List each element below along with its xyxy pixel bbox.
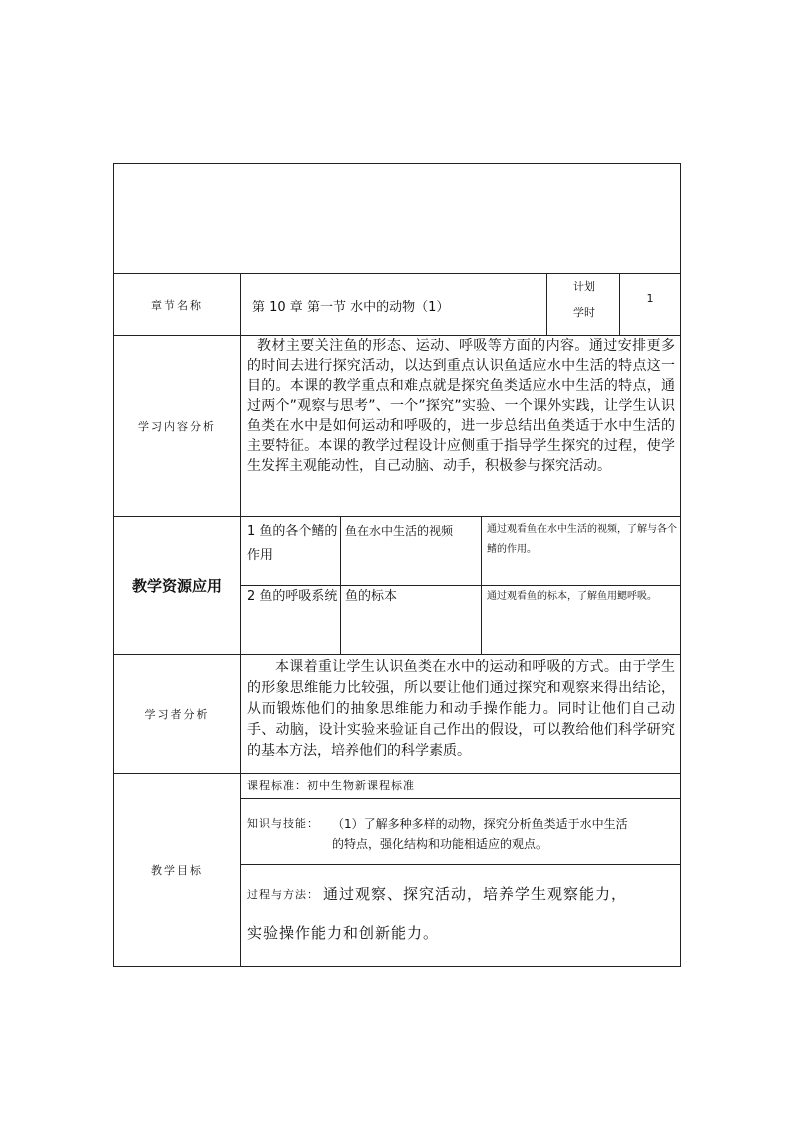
knowledge-skills-line-1: （1）了解多种多样的动物，探究分析鱼类适于水中生活 bbox=[332, 817, 628, 831]
resource-application-label: 教学资源应用 bbox=[131, 577, 222, 595]
knowledge-skills-line-2: 的特点，强化结构和功能相适应的观点。 bbox=[332, 837, 549, 851]
learner-analysis-text: 本课着重让学生认识鱼类在水中的运动和呼吸的方式。由于学生的形象思维能力比较强，所以要让他们通过探究和观察来得出结论，从而锻炼他们的抽象思维能力和动手操作能力。同时让他们自己动手、动脑，设计实验来验证自己作出的假设，可以教给他们科学研究的基本方法，培养他们的科学素质。 bbox=[247, 659, 675, 759]
chapter-title: 第 10 章 第一节 水中的动物（1） bbox=[252, 300, 450, 315]
content-analysis-label: 学习内容分析 bbox=[138, 420, 216, 433]
plan-hours-value: 1 bbox=[646, 292, 654, 305]
chapter-name-label: 章节名称 bbox=[151, 298, 203, 312]
resource-topic-1: 1 鱼的各个鳍的作用 bbox=[247, 524, 338, 563]
resource-purpose-2: 通过观看鱼的标本，了解鱼用鳃呼吸。 bbox=[487, 591, 657, 602]
resource-topic-2: 2 鱼的呼吸系统 bbox=[247, 589, 338, 604]
column-divider bbox=[481, 516, 482, 654]
row-divider bbox=[240, 864, 680, 865]
column-divider bbox=[340, 516, 341, 654]
plan-hours-label-2: 学时 bbox=[573, 306, 595, 319]
process-methods-line-2: 实验操作能力和创新能力。 bbox=[247, 924, 440, 942]
learner-analysis-label: 学习者分析 bbox=[144, 708, 210, 721]
process-methods-line-1: 通过观察、探究活动，培养学生观察能力， bbox=[323, 885, 628, 903]
lesson-plan-table bbox=[113, 163, 681, 967]
resource-material-2: 鱼的标本 bbox=[345, 589, 398, 604]
row-divider bbox=[240, 798, 680, 799]
knowledge-skills-label: 知识与技能： bbox=[247, 817, 319, 830]
resource-purpose-1: 通过观看鱼在水中生活的视频，了解与各个鳍的作用。 bbox=[487, 524, 677, 555]
process-methods-label: 过程与方法： bbox=[247, 888, 319, 901]
teaching-goals-label: 教学目标 bbox=[151, 864, 203, 877]
plan-hours-label-1: 计划 bbox=[573, 280, 595, 293]
curriculum-standard: 课程标准：初中生物新课程标准 bbox=[247, 779, 415, 792]
column-divider bbox=[240, 273, 241, 966]
content-analysis-text: 教材主要关注鱼的形态、运动、呼吸等方面的内容。通过安排更多的时间去进行探究活动，以达到重点认识鱼适应水中生活的特点这一目的。本课的教学重点和难点就是探究鱼类适应水中生活的特点，通过两个”观察与思考”、一个”探究”实验、一个课外实践，让学生认识鱼类在水中是如何运动和呼吸的，进一步总结出鱼类适于水中生活的主要特征。本课的教学过程设计应侧重于指导学生探究的过程，使学生发挥主观能动性，自己动脑、动手，积极参与探究活动。 bbox=[247, 338, 675, 474]
resource-material-1: 鱼在水中生活的视频 bbox=[345, 524, 454, 538]
column-divider bbox=[546, 273, 547, 335]
